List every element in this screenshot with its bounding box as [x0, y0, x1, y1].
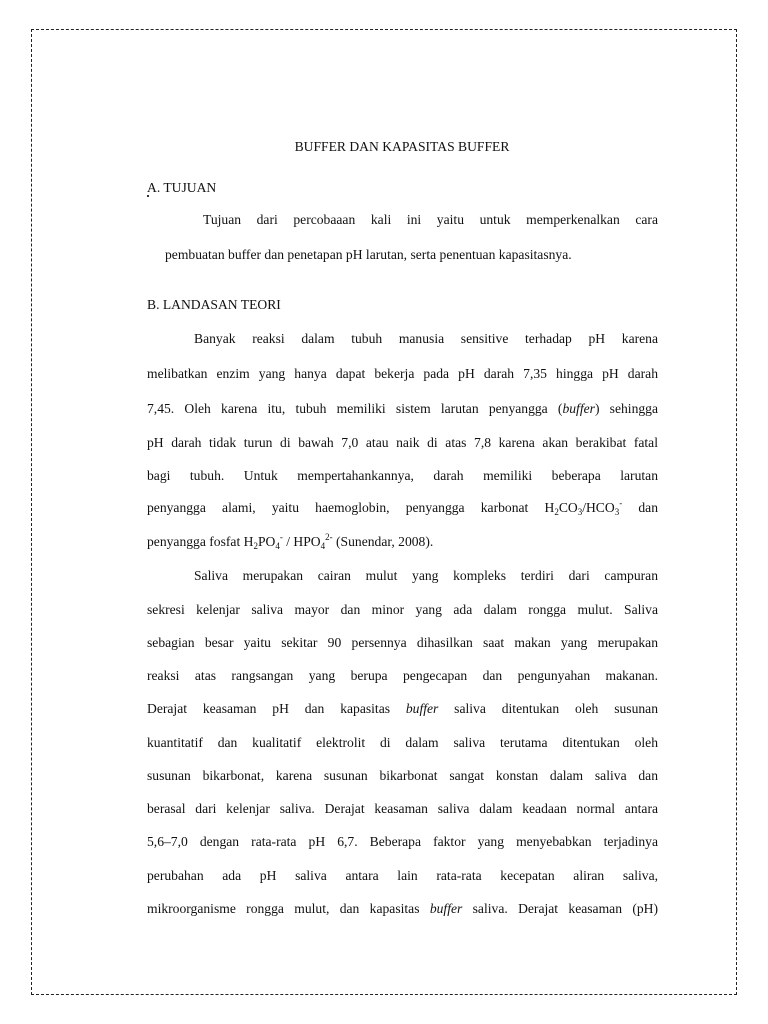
- p2-line-3: sebagian besar yaitu sekitar 90 persennya dihasilkan saat makan yang merupakan: [147, 635, 658, 650]
- section-a-heading: A. TUJUAN: [147, 180, 217, 195]
- tujuan-line-2: pembuatan buffer dan penetapan pH larutan, serta penentuan kapasitasnya.: [165, 247, 572, 262]
- p1-line-5: bagi tubuh. Untuk mempertahankannya, darah memiliki beberapa larutan: [147, 468, 658, 483]
- p1-line-7: penyangga fosfat $H_2PO_4^- / HPO_4^{2-}$ (Sunendar, 2008).: [147, 532, 434, 551]
- p2-line-6: kuantitatif dan kualitatif elektrolit di dalam saliva terutama ditentukan oleh: [147, 735, 658, 750]
- p1-line-2: melibatkan enzim yang hanya dapat bekerja pada pH darah 7,35 hingga pH darah: [147, 366, 658, 381]
- p1-line-1: Banyak reaksi dalam tubuh manusia sensitive terhadap pH karena: [194, 331, 658, 346]
- p2-line-9: 5,6–7,0 dengan rata-rata pH 6,7. Beberapa faktor yang menyebabkan terjadinya: [147, 834, 658, 849]
- p2-line-11: mikroorganisme rongga mulut, dan kapasitas buffer saliva. Derajat keasaman (pH): [147, 901, 658, 916]
- tujuan-line-1: Tujuan dari percobaaan kali ini yaitu untuk memperkenalkan cara: [203, 212, 658, 227]
- stray-mark: [147, 195, 149, 197]
- p1-line-6: penyangga alami, yaitu haemoglobin, penyangga karbonat $H_2CO_3/HCO_3^-$ dan: [147, 498, 658, 517]
- p2-line-7: susunan bikarbonat, karena susunan bikarbonat sangat konstan dalam saliva dan: [147, 768, 658, 783]
- p1-line-4: pH darah tidak turun di bawah 7,0 atau naik di atas 7,8 karena akan berakibat fatal: [147, 435, 658, 450]
- document-title: BUFFER DAN KAPASITAS BUFFER: [294, 139, 510, 154]
- p2-line-2: sekresi kelenjar saliva mayor dan minor yang ada dalam rongga mulut. Saliva: [147, 602, 658, 617]
- p2-line-8: berasal dari kelenjar saliva. Derajat keasaman saliva dalam keadaan normal antara: [147, 801, 658, 816]
- p2-line-4: reaksi atas rangsangan yang berupa pengecapan dan pengunyahan makanan.: [147, 668, 658, 683]
- p1-line-3: 7,45. Oleh karena itu, tubuh memiliki sistem larutan penyangga (buffer) sehingga: [147, 401, 659, 416]
- p2-line-10: perubahan ada pH saliva antara lain rata-rata kecepatan aliran saliva,: [147, 868, 658, 883]
- p2-line-1: Saliva merupakan cairan mulut yang kompleks terdiri dari campuran: [194, 568, 658, 583]
- p2-line-5: Derajat keasaman pH dan kapasitas buffer saliva ditentukan oleh susunan: [147, 701, 658, 716]
- section-b-heading: B. LANDASAN TEORI: [147, 297, 281, 312]
